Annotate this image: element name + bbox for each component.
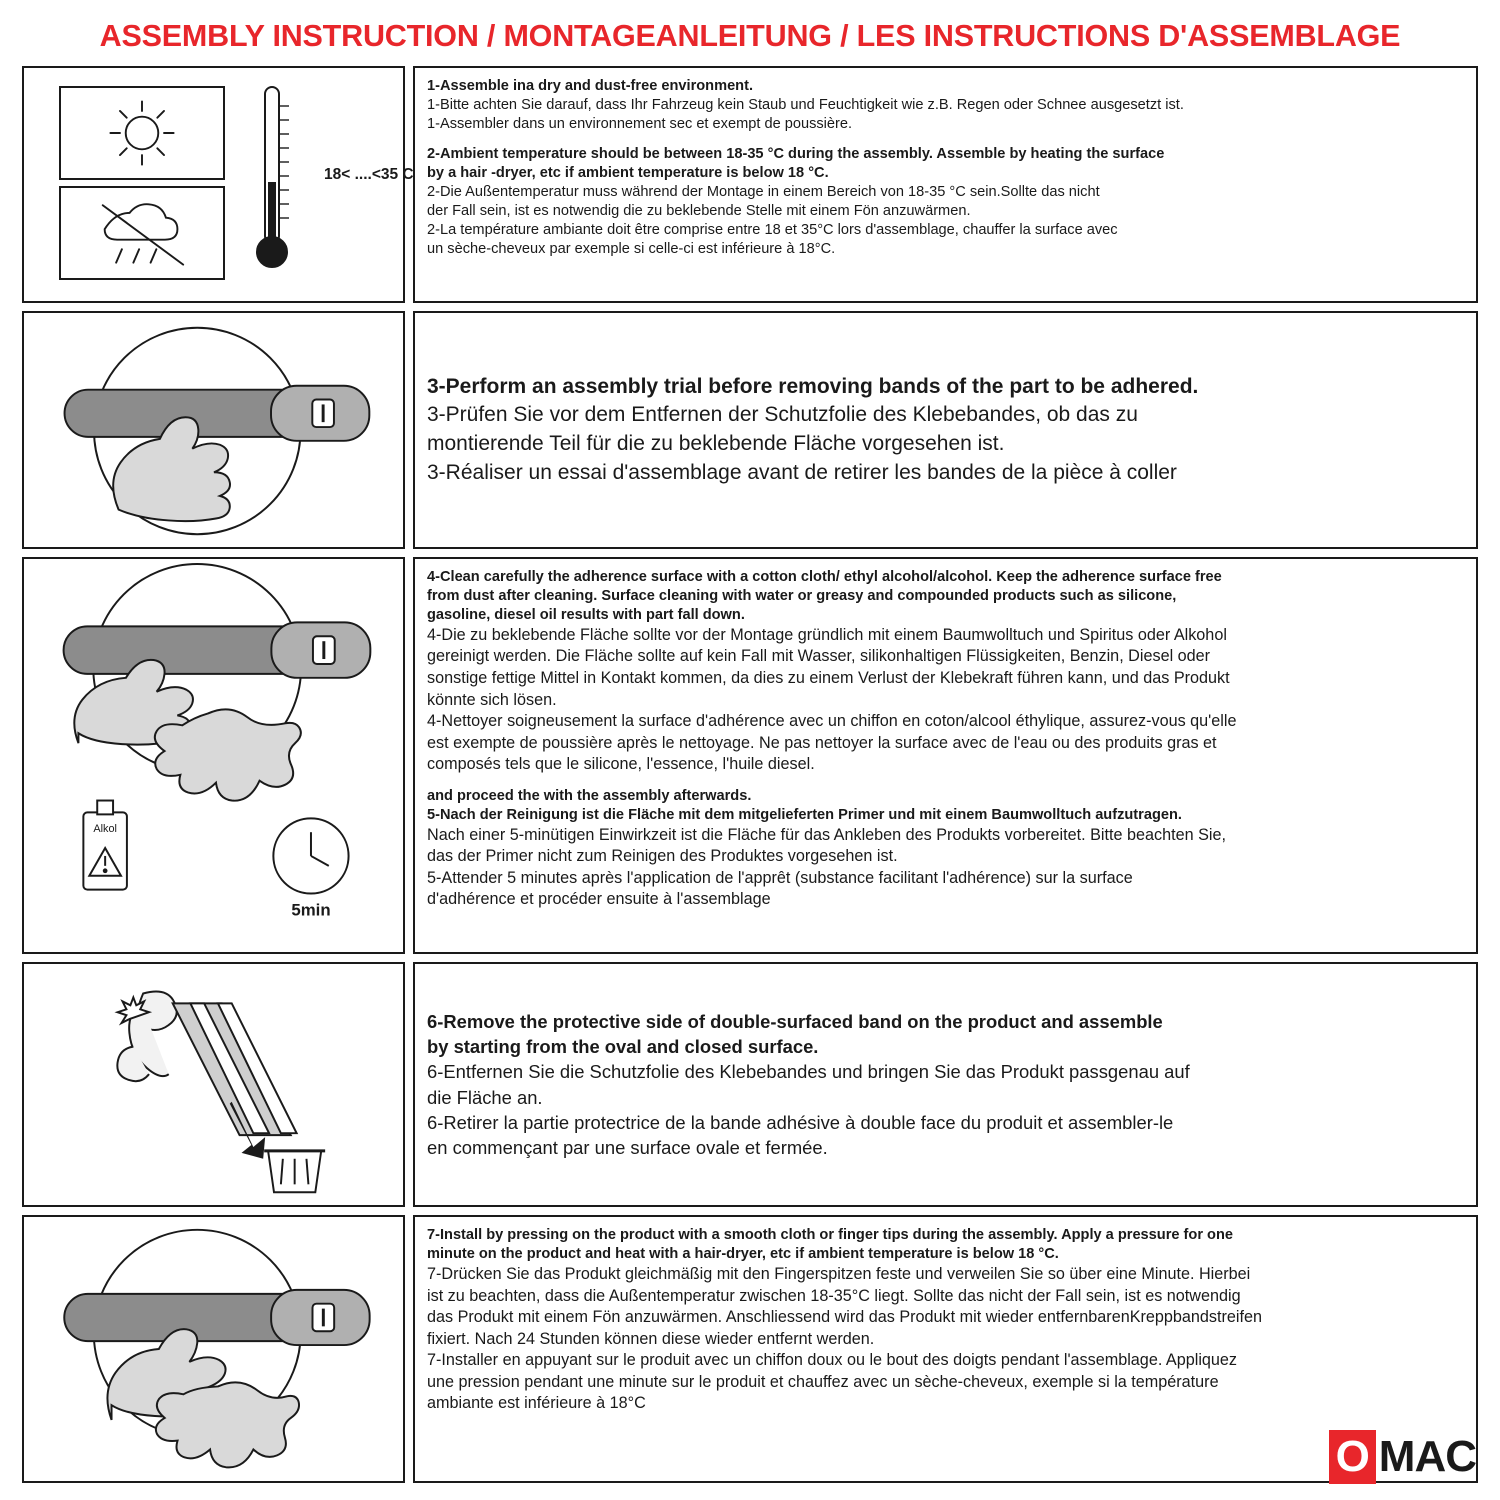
omac-logo xyxy=(1329,1430,1476,1484)
peel-tape-trash-icon xyxy=(24,964,403,1205)
step-line: une pression pendant une minute sur le produit et chauffez avec un sèche-cheveux, exemple si la température xyxy=(427,1372,1219,1391)
svg-text:Alkol: Alkol xyxy=(93,823,117,836)
step-line: 2-Ambient temperature should be between 18-35 °C during the assembly. Assemble by heating the surface xyxy=(427,145,1165,162)
step-line: 4-Nettoyer soigneusement la surface d'adhérence avec un chiffon en coton/alcool éthylique, assurez-vous qu'elle xyxy=(427,712,1237,731)
sun-panel xyxy=(59,86,225,180)
press-cloth-icon xyxy=(24,1217,403,1481)
step-row-1 xyxy=(22,66,1478,303)
step-line: 4-Die zu beklebende Fläche sollte vor der Montage gründlich mit einem Baumwolltuch und Spiritus oder Alkohol xyxy=(427,625,1227,644)
step-line: der Fall sein, ist es notwendig die zu beklebende Stelle mit einem Fön anzuwärmen. xyxy=(427,202,971,219)
step-1-2-text xyxy=(413,66,1478,303)
step-line: minute on the product and heat with a hair-dryer, etc if ambient temperature is below 18 °C. xyxy=(427,1245,1059,1262)
step-line: 6-Retirer la partie protectrice de la bande adhésive à double face du produit et assembler-le xyxy=(427,1111,1174,1133)
step-4-5-text xyxy=(413,557,1478,954)
step-line: composés tels que le silicone, l'essence, l'huile diesel. xyxy=(427,755,815,774)
thermometer-icon xyxy=(252,82,292,286)
step-line: and proceed the with the assembly afterwards. xyxy=(427,787,752,804)
illustration-press-product xyxy=(22,1215,405,1483)
no-water-icon xyxy=(61,188,223,278)
logo-name: MAC xyxy=(1378,1432,1476,1481)
illustration-peel-tape xyxy=(22,962,405,1207)
illustration-sun-rain-thermometer xyxy=(22,66,414,303)
step-line: 6-Entfernen Sie die Schutzfolie des Klebebandes und bringen Sie das Produkt passgenau auf xyxy=(427,1061,1190,1083)
step-row-6 xyxy=(22,962,1478,1207)
step-line: 7-Installer en appuyant sur le produit avec un chiffon doux ou le bout des doigts pendant l'assemblage. Appliquez xyxy=(427,1351,1238,1370)
step-line: 1-Bitte achten Sie darauf, dass Ihr Fahrzeug kein Staub und Feuchtigkeit wie z.B. Regen oder Schnee ausgesetzt ist. xyxy=(427,96,1184,113)
hand-handle-icon xyxy=(24,313,403,547)
step-row-4-5 xyxy=(22,557,1478,954)
step-line: 7-Drücken Sie das Produkt gleichmäßig mit den Fingerspitzen feste und verweilen Sie so über eine Minute. Hierbei xyxy=(427,1264,1251,1283)
step-line: 2-La température ambiante doit être comprise entre 18 et 35°C lors d'assemblage, chauffer la surface avec xyxy=(427,221,1118,238)
step-line: 3-Perform an assembly trial before removing bands of the part to be adhered. xyxy=(427,374,1199,398)
step-line: 7-Install by pressing on the product with a smooth cloth or finger tips during the assembly. Apply a pressure for one xyxy=(427,1227,1234,1244)
step-line: 6-Remove the protective side of double-surfaced band on the product and assemble xyxy=(427,1011,1163,1033)
step-line: das der Primer nicht zum Reinigen des Produktes vorgesehen ist. xyxy=(427,847,898,866)
step-line: gasoline, diesel oil results with part fall down. xyxy=(427,606,745,623)
step-line: montierende Teil für die zu beklebende Fläche vorgesehen ist. xyxy=(427,432,1005,456)
step-line: fixiert. Nach 24 Stunden können diese wieder entfernt werden. xyxy=(427,1329,875,1348)
page-title: ASSEMBLY INSTRUCTION / MONTAGEANLEITUNG / LES INSTRUCTIONS D'ASSEMBLAGE xyxy=(99,19,1401,53)
step-line: d'adhérence et procéder ensuite à l'assemblage xyxy=(427,890,771,909)
step-line: Nach einer 5-minütigen Einwirkzeit ist die Fläche für das Ankleben des Produkts vorbereitet. Bitte beachten Sie, xyxy=(427,825,1227,844)
step-line: 3-Prüfen Sie vor dem Entfernen der Schutzfolie des Klebebandes, ob das zu xyxy=(427,403,1138,427)
temperature-range-label: 18< ....<35 C xyxy=(324,166,414,184)
step-7-text xyxy=(413,1215,1478,1483)
step-row-7 xyxy=(22,1215,1478,1483)
step-line: 2-Die Außentemperatur muss während der Montage in einem Bereich von 18-35 °C sein.Sollte das nicht xyxy=(427,183,1100,200)
step-line: gereinigt werden. Die Fläche sollte auf kein Fall mit Wasser, silikonhaltigen Flüssigkeiten, Benzin, Diesel oder xyxy=(427,647,1211,666)
step-6-text xyxy=(413,962,1478,1207)
sun-icon xyxy=(61,88,223,178)
step-line: könnte sich lösen. xyxy=(427,690,557,709)
svg-text:5min: 5min xyxy=(291,900,331,920)
step-line: sonstige fettige Mittel in Kontakt kommen, da dies zu einem Verlust der Klebekraft führen kann, und das Produkt xyxy=(427,669,1230,688)
no-rain-panel xyxy=(59,186,225,280)
step-line: 3-Réaliser un essai d'assemblage avant de retirer les bandes de la pièce à coller xyxy=(427,460,1177,484)
step-3-text xyxy=(413,311,1478,549)
step-line: by a hair -dryer, etc if ambient temperature is below 18 °C. xyxy=(427,164,829,181)
step-line: ambiante est inférieure à 18°C xyxy=(427,1394,646,1413)
step-row-3 xyxy=(22,311,1478,549)
step-line: un sèche-cheveux par exemple si celle-ci est inférieure à 18°C. xyxy=(427,240,836,257)
steps-container xyxy=(22,66,1478,1483)
step-line: from dust after cleaning. Surface cleaning with water or greasy and compounded products such as silicone, xyxy=(427,587,1177,604)
step-line: ist zu beachten, dass die Außentemperatur zwischen 18-35°C liegt. Sollte das nicht der Fall sein, ist es notwendig xyxy=(427,1286,1241,1305)
step-line: en commençant par une surface ovale et fermée. xyxy=(427,1136,828,1158)
step-line: 5-Attender 5 minutes après l'application de l'apprêt (substance facilitant l'adhérence) sur la surface xyxy=(427,868,1133,887)
illustration-hand-on-handle xyxy=(22,311,405,549)
step-line: by starting from the oval and closed surface. xyxy=(427,1036,819,1058)
cleaning-cloth-icon xyxy=(24,559,403,952)
step-line: 4-Clean carefully the adherence surface with a cotton cloth/ ethyl alcohol/alcohol. Keep the adherence surface free xyxy=(427,569,1222,586)
step-line: 1-Assemble ina dry and dust-free environment. xyxy=(427,78,754,95)
illustration-cleaning-surface xyxy=(22,557,405,954)
step-line: das Produkt mit einem Fön anzuwärmen. Anschliessend wird das Produkt mit wieder entfernbarenKreppbandstreifen xyxy=(427,1308,1262,1327)
logo-mark: O xyxy=(1329,1430,1376,1484)
step-line: die Fläche an. xyxy=(427,1086,543,1108)
step-line: 5-Nach der Reinigung ist die Fläche mit dem mitgelieferten Primer und mit einem Baumwolltuch aufzutragen. xyxy=(427,806,1182,823)
step-line: est exempte de poussière après le nettoyage. Ne pas nettoyer la surface avec de l'eau ou des produits gras et xyxy=(427,733,1217,752)
step-line: 1-Assembler dans un environnement sec et exempt de poussière. xyxy=(427,115,853,132)
